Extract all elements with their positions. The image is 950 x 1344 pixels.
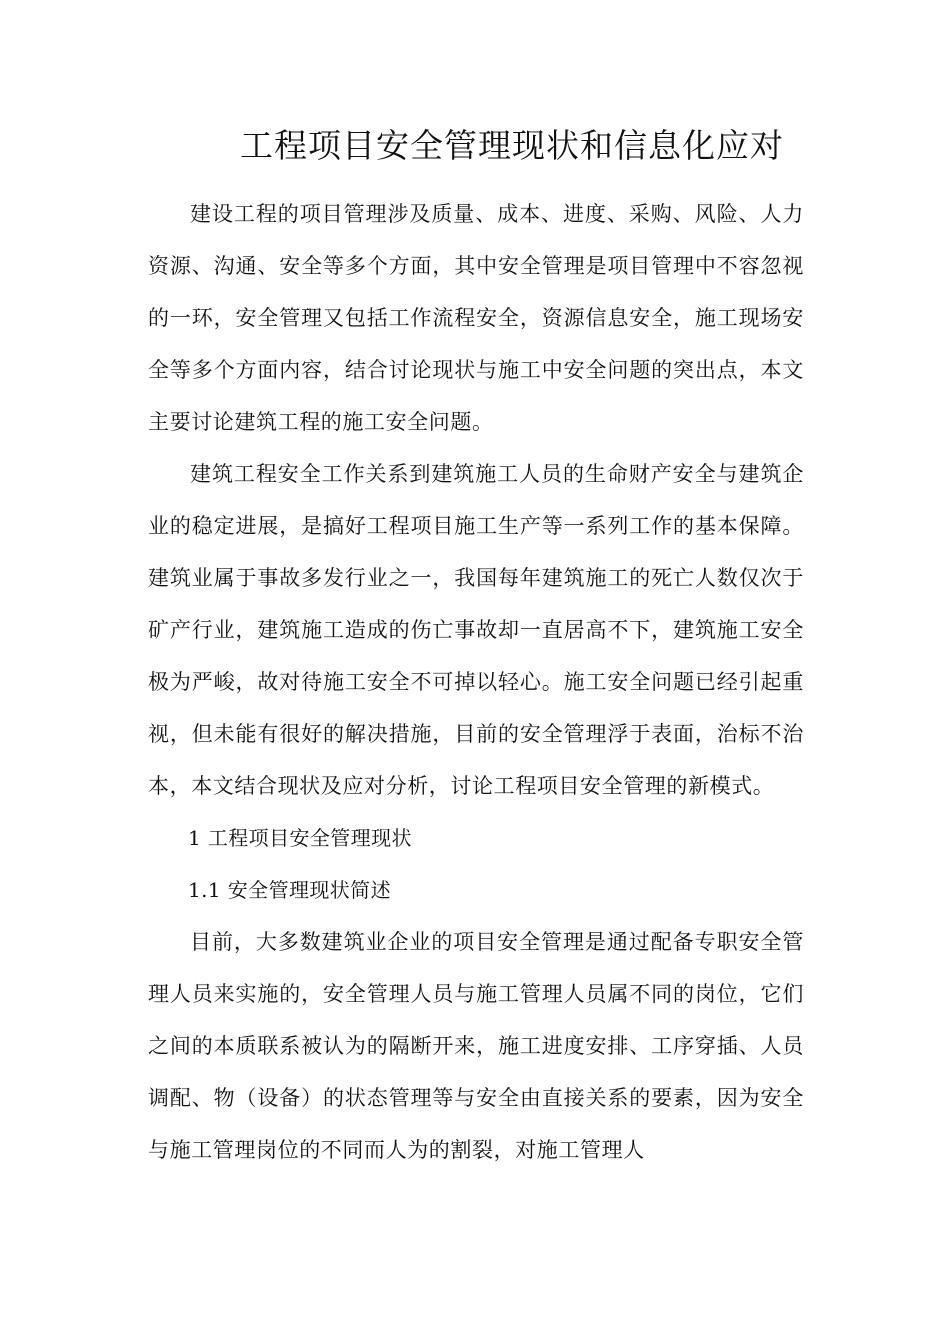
document-title: 工程项目安全管理现状和信息化应对 xyxy=(240,126,784,165)
section-heading-1: 1 工程项目安全管理现状 xyxy=(188,826,412,850)
paragraph-intro: 建设工程的项目管理涉及质量、成本、进度、采购、风险、人力资源、沟通、安全等多个方面，其中安全管理是项目管理中不容忽视的一环，安全管理又包括工作流程安全，资源信息安全，施工现场安全等多个方面内容，结合讨论现状与施工中安全问题的突出点，本文主要讨论建筑工程的施工安全问题。 xyxy=(148,202,804,434)
section-heading-1-1: 1.1 安全管理现状简述 xyxy=(188,878,391,902)
document-body xyxy=(148,188,804,1176)
paragraph-background: 建筑工程安全工作关系到建筑施工人员的生命财产安全与建筑企业的稳定进展，是搞好工程项目施工生产等一系列工作的基本保障。建筑业属于事故多发行业之一，我国每年建筑施工的死亡人数仅次于矿产行业，建筑施工造成的伤亡事故却一直居高不下，建筑施工安全极为严峻，故对待施工安全不可掉以轻心。施工安全问题已经引起重视，但未能有很好的解决措施，目前的安全管理浮于表面，治标不治本，本文结合现状及应对分析，讨论工程项目安全管理的新模式。 xyxy=(148,462,804,798)
paragraph-current-status: 目前，大多数建筑业企业的项目安全管理是通过配备专职安全管理人员来实施的，安全管理人员与施工管理人员属不同的岗位，它们之间的本质联系被认为的隔断开来，施工进度安排、工序穿插、人员调配、物（设备）的状态管理等与安全由直接关系的要素，因为安全与施工管理岗位的不同而人为的割裂，对施工管理人 xyxy=(148,930,804,1162)
